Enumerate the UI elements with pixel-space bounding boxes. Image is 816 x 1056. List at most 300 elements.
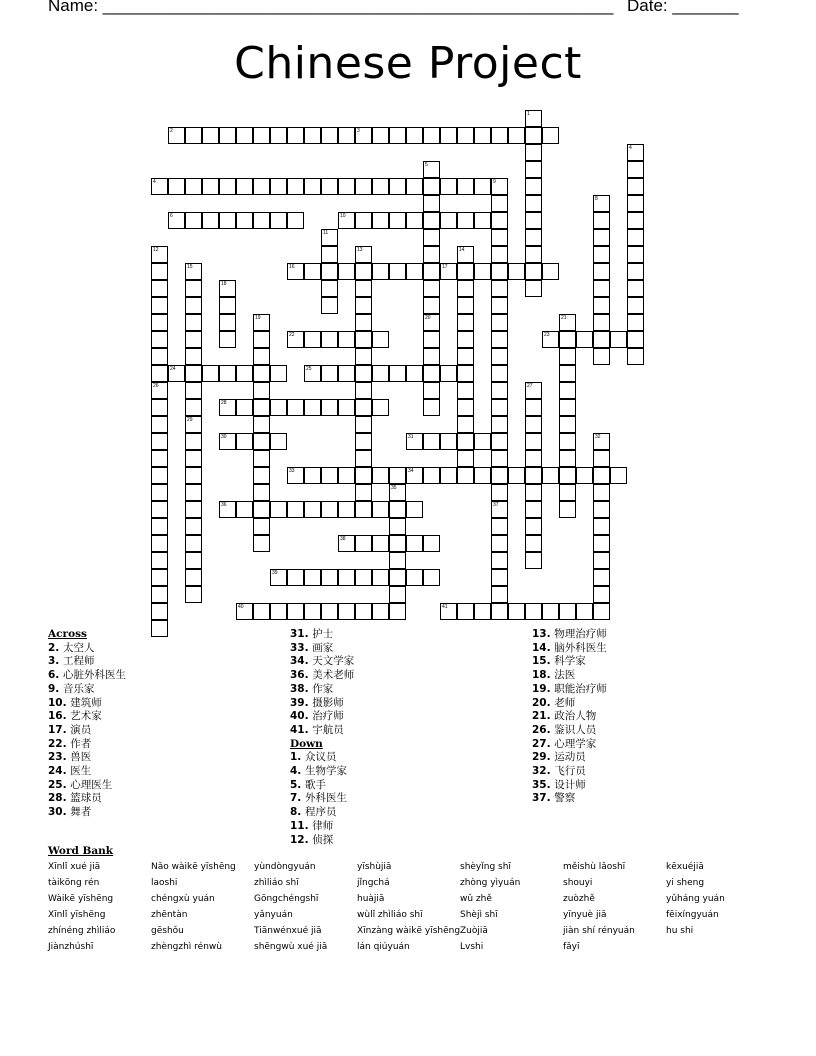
grid-cell[interactable] (321, 603, 338, 620)
grid-cell[interactable] (423, 348, 440, 365)
grid-cell[interactable] (270, 178, 287, 195)
grid-cell[interactable] (304, 501, 321, 518)
grid-cell[interactable] (355, 484, 372, 501)
grid-cell[interactable] (185, 263, 202, 280)
grid-cell[interactable] (627, 314, 644, 331)
grid-cell[interactable] (185, 450, 202, 467)
grid-cell[interactable] (508, 603, 525, 620)
grid-cell[interactable] (185, 535, 202, 552)
grid-cell[interactable] (304, 399, 321, 416)
grid-cell[interactable] (627, 161, 644, 178)
grid-cell[interactable] (185, 484, 202, 501)
grid-cell[interactable] (304, 603, 321, 620)
grid-cell[interactable] (355, 297, 372, 314)
grid-cell[interactable] (219, 501, 236, 518)
grid-cell[interactable] (593, 467, 610, 484)
grid-cell[interactable] (355, 280, 372, 297)
grid-cell[interactable] (151, 246, 168, 263)
grid-cell[interactable] (389, 212, 406, 229)
grid-cell[interactable] (457, 178, 474, 195)
grid-cell[interactable] (593, 280, 610, 297)
grid-cell[interactable] (542, 263, 559, 280)
grid-cell[interactable] (593, 586, 610, 603)
grid-cell[interactable] (508, 263, 525, 280)
grid-cell[interactable] (372, 365, 389, 382)
grid-cell[interactable] (576, 467, 593, 484)
grid-cell[interactable] (491, 127, 508, 144)
grid-cell[interactable] (491, 229, 508, 246)
grid-cell[interactable] (559, 467, 576, 484)
grid-cell[interactable] (355, 178, 372, 195)
grid-cell[interactable] (253, 365, 270, 382)
grid-cell[interactable] (304, 263, 321, 280)
grid-cell[interactable] (372, 535, 389, 552)
grid-cell[interactable] (525, 501, 542, 518)
grid-cell[interactable] (389, 552, 406, 569)
grid-cell[interactable] (287, 263, 304, 280)
grid-cell[interactable] (151, 297, 168, 314)
grid-cell[interactable] (151, 484, 168, 501)
grid-cell[interactable] (253, 212, 270, 229)
grid-cell[interactable] (627, 178, 644, 195)
grid-cell[interactable] (151, 348, 168, 365)
grid-cell[interactable] (593, 603, 610, 620)
grid-cell[interactable] (406, 178, 423, 195)
grid-cell[interactable] (576, 331, 593, 348)
grid-cell[interactable] (168, 212, 185, 229)
grid-cell[interactable] (576, 603, 593, 620)
grid-cell[interactable] (202, 178, 219, 195)
grid-cell[interactable] (593, 552, 610, 569)
grid-cell[interactable] (219, 365, 236, 382)
grid-cell[interactable] (151, 433, 168, 450)
grid-cell[interactable] (287, 467, 304, 484)
grid-cell[interactable] (151, 603, 168, 620)
grid-cell[interactable] (525, 127, 542, 144)
grid-cell[interactable] (474, 263, 491, 280)
grid-cell[interactable] (253, 467, 270, 484)
grid-cell[interactable] (253, 518, 270, 535)
grid-cell[interactable] (151, 501, 168, 518)
grid-cell[interactable] (355, 603, 372, 620)
grid-cell[interactable] (253, 348, 270, 365)
grid-cell[interactable] (406, 433, 423, 450)
grid-cell[interactable] (287, 569, 304, 586)
grid-cell[interactable] (287, 212, 304, 229)
grid-cell[interactable] (185, 297, 202, 314)
grid-cell[interactable] (627, 229, 644, 246)
grid-cell[interactable] (389, 365, 406, 382)
grid-cell[interactable] (423, 195, 440, 212)
grid-cell[interactable] (474, 212, 491, 229)
grid-cell[interactable] (559, 450, 576, 467)
grid-cell[interactable] (627, 263, 644, 280)
grid-cell[interactable] (440, 603, 457, 620)
grid-cell[interactable] (151, 467, 168, 484)
grid-cell[interactable] (491, 416, 508, 433)
grid-cell[interactable] (236, 501, 253, 518)
grid-cell[interactable] (219, 280, 236, 297)
grid-cell[interactable] (525, 382, 542, 399)
grid-cell[interactable] (423, 161, 440, 178)
grid-cell[interactable] (389, 586, 406, 603)
grid-cell[interactable] (236, 178, 253, 195)
grid-cell[interactable] (525, 280, 542, 297)
grid-cell[interactable] (491, 433, 508, 450)
grid-cell[interactable] (559, 416, 576, 433)
grid-cell[interactable] (338, 569, 355, 586)
grid-cell[interactable] (253, 450, 270, 467)
grid-cell[interactable] (525, 161, 542, 178)
grid-cell[interactable] (457, 416, 474, 433)
grid-cell[interactable] (423, 535, 440, 552)
grid-cell[interactable] (185, 331, 202, 348)
grid-cell[interactable] (559, 331, 576, 348)
grid-cell[interactable] (389, 518, 406, 535)
grid-cell[interactable] (491, 484, 508, 501)
grid-cell[interactable] (321, 331, 338, 348)
grid-cell[interactable] (253, 535, 270, 552)
grid-cell[interactable] (372, 399, 389, 416)
grid-cell[interactable] (168, 127, 185, 144)
grid-cell[interactable] (304, 569, 321, 586)
grid-cell[interactable] (457, 246, 474, 263)
grid-cell[interactable] (355, 212, 372, 229)
grid-cell[interactable] (185, 365, 202, 382)
grid-cell[interactable] (287, 399, 304, 416)
grid-cell[interactable] (338, 127, 355, 144)
grid-cell[interactable] (525, 246, 542, 263)
grid-cell[interactable] (253, 433, 270, 450)
grid-cell[interactable] (491, 246, 508, 263)
grid-cell[interactable] (253, 178, 270, 195)
grid-cell[interactable] (440, 178, 457, 195)
grid-cell[interactable] (525, 212, 542, 229)
grid-cell[interactable] (287, 127, 304, 144)
grid-cell[interactable] (525, 263, 542, 280)
grid-cell[interactable] (151, 399, 168, 416)
grid-cell[interactable] (355, 399, 372, 416)
grid-cell[interactable] (525, 484, 542, 501)
grid-cell[interactable] (423, 365, 440, 382)
grid-cell[interactable] (593, 569, 610, 586)
grid-cell[interactable] (338, 212, 355, 229)
grid-cell[interactable] (338, 535, 355, 552)
grid-cell[interactable] (423, 212, 440, 229)
grid-cell[interactable] (423, 246, 440, 263)
grid-cell[interactable] (406, 212, 423, 229)
grid-cell[interactable] (185, 348, 202, 365)
grid-cell[interactable] (423, 229, 440, 246)
grid-cell[interactable] (593, 263, 610, 280)
grid-cell[interactable] (355, 382, 372, 399)
grid-cell[interactable] (355, 569, 372, 586)
grid-cell[interactable] (151, 450, 168, 467)
grid-cell[interactable] (372, 603, 389, 620)
grid-cell[interactable] (559, 399, 576, 416)
grid-cell[interactable] (542, 467, 559, 484)
grid-cell[interactable] (423, 263, 440, 280)
grid-cell[interactable] (151, 535, 168, 552)
grid-cell[interactable] (151, 331, 168, 348)
grid-cell[interactable] (185, 314, 202, 331)
grid-cell[interactable] (304, 127, 321, 144)
grid-cell[interactable] (457, 297, 474, 314)
grid-cell[interactable] (525, 195, 542, 212)
grid-cell[interactable] (389, 484, 406, 501)
grid-cell[interactable] (270, 501, 287, 518)
grid-cell[interactable] (474, 178, 491, 195)
grid-cell[interactable] (151, 518, 168, 535)
grid-cell[interactable] (525, 178, 542, 195)
grid-cell[interactable] (406, 501, 423, 518)
grid-cell[interactable] (151, 365, 168, 382)
grid-cell[interactable] (151, 552, 168, 569)
grid-cell[interactable] (525, 399, 542, 416)
grid-cell[interactable] (525, 535, 542, 552)
grid-cell[interactable] (389, 603, 406, 620)
grid-cell[interactable] (559, 314, 576, 331)
grid-cell[interactable] (593, 297, 610, 314)
grid-cell[interactable] (423, 433, 440, 450)
grid-cell[interactable] (355, 433, 372, 450)
grid-cell[interactable] (457, 280, 474, 297)
grid-cell[interactable] (627, 331, 644, 348)
grid-cell[interactable] (542, 603, 559, 620)
grid-cell[interactable] (185, 127, 202, 144)
grid-cell[interactable] (525, 552, 542, 569)
grid-cell[interactable] (253, 484, 270, 501)
grid-cell[interactable] (202, 212, 219, 229)
grid-cell[interactable] (287, 603, 304, 620)
grid-cell[interactable] (321, 127, 338, 144)
grid-cell[interactable] (372, 331, 389, 348)
grid-cell[interactable] (406, 127, 423, 144)
grid-cell[interactable] (525, 433, 542, 450)
grid-cell[interactable] (491, 399, 508, 416)
grid-cell[interactable] (185, 433, 202, 450)
grid-cell[interactable] (219, 399, 236, 416)
grid-cell[interactable] (219, 331, 236, 348)
grid-cell[interactable] (355, 263, 372, 280)
grid-cell[interactable] (185, 569, 202, 586)
grid-cell[interactable] (525, 467, 542, 484)
grid-cell[interactable] (559, 484, 576, 501)
grid-cell[interactable] (593, 348, 610, 365)
grid-cell[interactable] (185, 212, 202, 229)
grid-cell[interactable] (372, 569, 389, 586)
grid-cell[interactable] (253, 331, 270, 348)
grid-cell[interactable] (389, 569, 406, 586)
grid-cell[interactable] (270, 365, 287, 382)
grid-cell[interactable] (406, 365, 423, 382)
grid-cell[interactable] (508, 127, 525, 144)
grid-cell[interactable] (236, 399, 253, 416)
grid-cell[interactable] (457, 382, 474, 399)
grid-cell[interactable] (338, 365, 355, 382)
grid-cell[interactable] (491, 450, 508, 467)
grid-cell[interactable] (491, 331, 508, 348)
grid-cell[interactable] (304, 467, 321, 484)
grid-cell[interactable] (457, 399, 474, 416)
grid-cell[interactable] (491, 280, 508, 297)
grid-cell[interactable] (253, 603, 270, 620)
grid-cell[interactable] (219, 212, 236, 229)
grid-cell[interactable] (185, 382, 202, 399)
grid-cell[interactable] (593, 518, 610, 535)
grid-cell[interactable] (253, 399, 270, 416)
grid-cell[interactable] (457, 314, 474, 331)
grid-cell[interactable] (508, 467, 525, 484)
grid-cell[interactable] (151, 620, 168, 637)
grid-cell[interactable] (457, 212, 474, 229)
grid-cell[interactable] (440, 433, 457, 450)
grid-cell[interactable] (270, 399, 287, 416)
grid-cell[interactable] (185, 416, 202, 433)
grid-cell[interactable] (389, 263, 406, 280)
grid-cell[interactable] (542, 331, 559, 348)
grid-cell[interactable] (423, 297, 440, 314)
grid-cell[interactable] (185, 518, 202, 535)
grid-cell[interactable] (372, 467, 389, 484)
grid-cell[interactable] (474, 127, 491, 144)
grid-cell[interactable] (270, 212, 287, 229)
grid-cell[interactable] (491, 178, 508, 195)
grid-cell[interactable] (270, 569, 287, 586)
grid-cell[interactable] (321, 569, 338, 586)
grid-cell[interactable] (542, 127, 559, 144)
grid-cell[interactable] (457, 263, 474, 280)
grid-cell[interactable] (491, 569, 508, 586)
grid-cell[interactable] (253, 382, 270, 399)
grid-cell[interactable] (457, 331, 474, 348)
grid-cell[interactable] (355, 535, 372, 552)
grid-cell[interactable] (593, 229, 610, 246)
grid-cell[interactable] (338, 178, 355, 195)
grid-cell[interactable] (474, 433, 491, 450)
grid-cell[interactable] (338, 331, 355, 348)
grid-cell[interactable] (491, 212, 508, 229)
grid-cell[interactable] (236, 603, 253, 620)
grid-cell[interactable] (593, 433, 610, 450)
grid-cell[interactable] (321, 467, 338, 484)
grid-cell[interactable] (491, 535, 508, 552)
grid-cell[interactable] (627, 195, 644, 212)
grid-cell[interactable] (627, 144, 644, 161)
grid-cell[interactable] (287, 331, 304, 348)
grid-cell[interactable] (389, 127, 406, 144)
grid-cell[interactable] (593, 450, 610, 467)
grid-cell[interactable] (593, 535, 610, 552)
grid-cell[interactable] (627, 280, 644, 297)
grid-cell[interactable] (423, 467, 440, 484)
grid-cell[interactable] (355, 416, 372, 433)
grid-cell[interactable] (491, 586, 508, 603)
grid-cell[interactable] (423, 280, 440, 297)
grid-cell[interactable] (372, 263, 389, 280)
grid-cell[interactable] (423, 399, 440, 416)
grid-cell[interactable] (440, 127, 457, 144)
grid-cell[interactable] (406, 263, 423, 280)
grid-cell[interactable] (355, 314, 372, 331)
grid-cell[interactable] (219, 127, 236, 144)
grid-cell[interactable] (491, 348, 508, 365)
grid-cell[interactable] (287, 501, 304, 518)
grid-cell[interactable] (355, 246, 372, 263)
grid-cell[interactable] (491, 382, 508, 399)
grid-cell[interactable] (423, 382, 440, 399)
grid-cell[interactable] (491, 297, 508, 314)
grid-cell[interactable] (491, 195, 508, 212)
grid-cell[interactable] (593, 212, 610, 229)
grid-cell[interactable] (627, 246, 644, 263)
grid-cell[interactable] (525, 229, 542, 246)
grid-cell[interactable] (338, 501, 355, 518)
grid-cell[interactable] (151, 569, 168, 586)
grid-cell[interactable] (185, 501, 202, 518)
grid-cell[interactable] (610, 467, 627, 484)
grid-cell[interactable] (236, 365, 253, 382)
grid-cell[interactable] (236, 212, 253, 229)
grid-cell[interactable] (406, 467, 423, 484)
grid-cell[interactable] (321, 501, 338, 518)
grid-cell[interactable] (168, 365, 185, 382)
grid-cell[interactable] (491, 365, 508, 382)
grid-cell[interactable] (236, 433, 253, 450)
grid-cell[interactable] (457, 348, 474, 365)
grid-cell[interactable] (406, 569, 423, 586)
grid-cell[interactable] (491, 263, 508, 280)
grid-cell[interactable] (491, 501, 508, 518)
grid-cell[interactable] (185, 280, 202, 297)
grid-cell[interactable] (372, 127, 389, 144)
grid-cell[interactable] (219, 297, 236, 314)
grid-cell[interactable] (593, 501, 610, 518)
grid-cell[interactable] (389, 178, 406, 195)
grid-cell[interactable] (491, 603, 508, 620)
grid-cell[interactable] (355, 450, 372, 467)
grid-cell[interactable] (559, 348, 576, 365)
grid-cell[interactable] (219, 178, 236, 195)
grid-cell[interactable] (593, 246, 610, 263)
grid-cell[interactable] (321, 399, 338, 416)
grid-cell[interactable] (304, 365, 321, 382)
grid-cell[interactable] (253, 501, 270, 518)
grid-cell[interactable] (185, 178, 202, 195)
grid-cell[interactable] (406, 535, 423, 552)
grid-cell[interactable] (321, 229, 338, 246)
grid-cell[interactable] (491, 314, 508, 331)
grid-cell[interactable] (389, 501, 406, 518)
grid-cell[interactable] (457, 467, 474, 484)
grid-cell[interactable] (151, 263, 168, 280)
grid-cell[interactable] (236, 127, 253, 144)
grid-cell[interactable] (219, 433, 236, 450)
grid-cell[interactable] (559, 501, 576, 518)
grid-cell[interactable] (372, 212, 389, 229)
grid-cell[interactable] (355, 348, 372, 365)
grid-cell[interactable] (457, 127, 474, 144)
grid-cell[interactable] (457, 603, 474, 620)
grid-cell[interactable] (559, 433, 576, 450)
grid-cell[interactable] (304, 178, 321, 195)
grid-cell[interactable] (151, 280, 168, 297)
grid-cell[interactable] (185, 467, 202, 484)
grid-cell[interactable] (389, 467, 406, 484)
grid-cell[interactable] (440, 365, 457, 382)
grid-cell[interactable] (440, 212, 457, 229)
grid-cell[interactable] (525, 416, 542, 433)
